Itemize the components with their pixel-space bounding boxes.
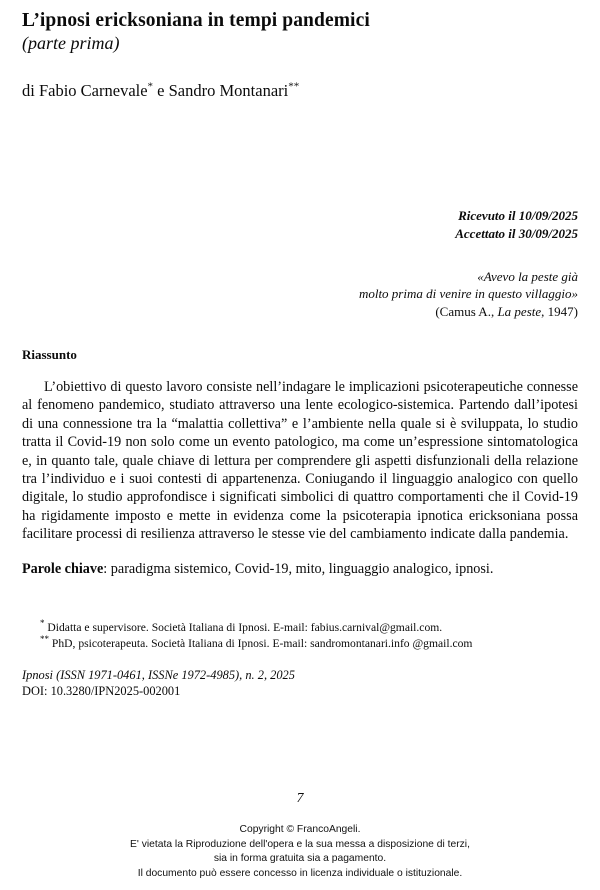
keywords-separator: : <box>103 560 111 577</box>
author-join-text: e Sandro Montanari <box>153 80 289 100</box>
title-block <box>22 0 578 100</box>
copyright-footer <box>0 823 600 881</box>
epigraph-attribution <box>22 303 578 321</box>
footer-line-4: Il documento può essere concesso in licenza individuale o istituzionale. <box>137 867 463 879</box>
submission-dates <box>22 100 578 241</box>
footnote-two-marker: ** <box>40 633 49 644</box>
journal-metadata <box>22 651 578 699</box>
doi-line: DOI: 10.3280/IPN2025-002001 <box>22 684 181 699</box>
abstract-heading: Riassunto <box>22 346 77 362</box>
page-title: L’ipnosi ericksoniana in tempi pandemici <box>22 10 370 31</box>
footnote-two <box>22 633 578 651</box>
author-two-footnote-marker: ** <box>288 80 300 93</box>
epigraph-line-1: «Avevo la peste già <box>477 268 578 284</box>
footnotes-block <box>22 578 578 651</box>
accepted-date: Accettato il 30/09/2025 <box>455 225 578 241</box>
authors-line <box>22 55 578 101</box>
epigraph-source-prefix: (Camus A., <box>435 304 498 320</box>
keywords-label: Parole chiave <box>22 560 104 577</box>
received-date: Ricevuto il 10/09/2025 <box>458 208 578 224</box>
page-content <box>22 0 578 699</box>
epigraph-line-2: molto prima di venire in questo villaggio» <box>358 286 578 302</box>
footer-line-3: sia in forma gratuita sia a pagamento. <box>213 853 387 865</box>
keywords-value: paradigma sistemico, Covid-19, mito, linguaggio analogico, ipnosi. <box>110 560 494 577</box>
epigraph-source-suffix: , 1947) <box>541 304 578 320</box>
journal-citation: Ipnosi (ISSN 1971-0461, ISSNe 1972-4985), n. 2, 2025 <box>22 668 295 683</box>
footnote-two-text: PhD, psicoterapeuta. Società Italiana di Ipnosi. E-mail: sandromontanari.info @gmail.com <box>51 636 473 650</box>
epigraph-quote <box>22 242 578 321</box>
footer-line-2: E' vietata la Riproduzione dell'opera e la sua messa a disposizione di terzi, <box>130 838 470 850</box>
author-one-footnote-marker: * <box>147 80 154 93</box>
footnote-one-marker: * <box>40 618 45 629</box>
page-number: 7 <box>296 791 304 806</box>
page-subtitle: (parte prima) <box>22 33 120 53</box>
footnote-one <box>22 620 578 635</box>
author-one-name: di Fabio Carnevale <box>22 80 148 100</box>
epigraph-source-work: La peste <box>497 304 542 320</box>
footer-line-1: Copyright © FrancoAngeli. <box>239 824 361 835</box>
footnote-one-text: Didatta e supervisore. Società Italiana di Ipnosi. E-mail: fabius.carnival@gmail.com. <box>47 621 443 635</box>
abstract-text: L’obiettivo di questo lavoro consiste nell’indagare le implicazioni psicoterapeutiche connesse al fenomeno pandemico, studiato attraverso una lente ecologico-sistemica. Partendo dall’ipotesi di una connessione tra la “malattia collettiva” e l’ambiente nella quale si è sviluppata, lo studio tratta il Covid-19 non solo come un evento patologico, ma come un’espressione sintomatologica e, in quanto tale, quale chiave di lettura per comprendere gli aspetti disfunzionali della relazione tra l’individuo e i suoi contesti di appartenenza. Coniugando il linguaggio analogico con quello digitale, lo studio approfondisce i significati simbolici di quattro comportamenti che il Covid-19 ha rigidamente imposto e mette in evidenza come la psicoterapia ipnotica ericksoniana possa facilitare processi di resilienza attraverso le stesse vie del cambiamento indicate dalla pandemia. <box>22 378 578 543</box>
keywords-line <box>22 544 578 578</box>
